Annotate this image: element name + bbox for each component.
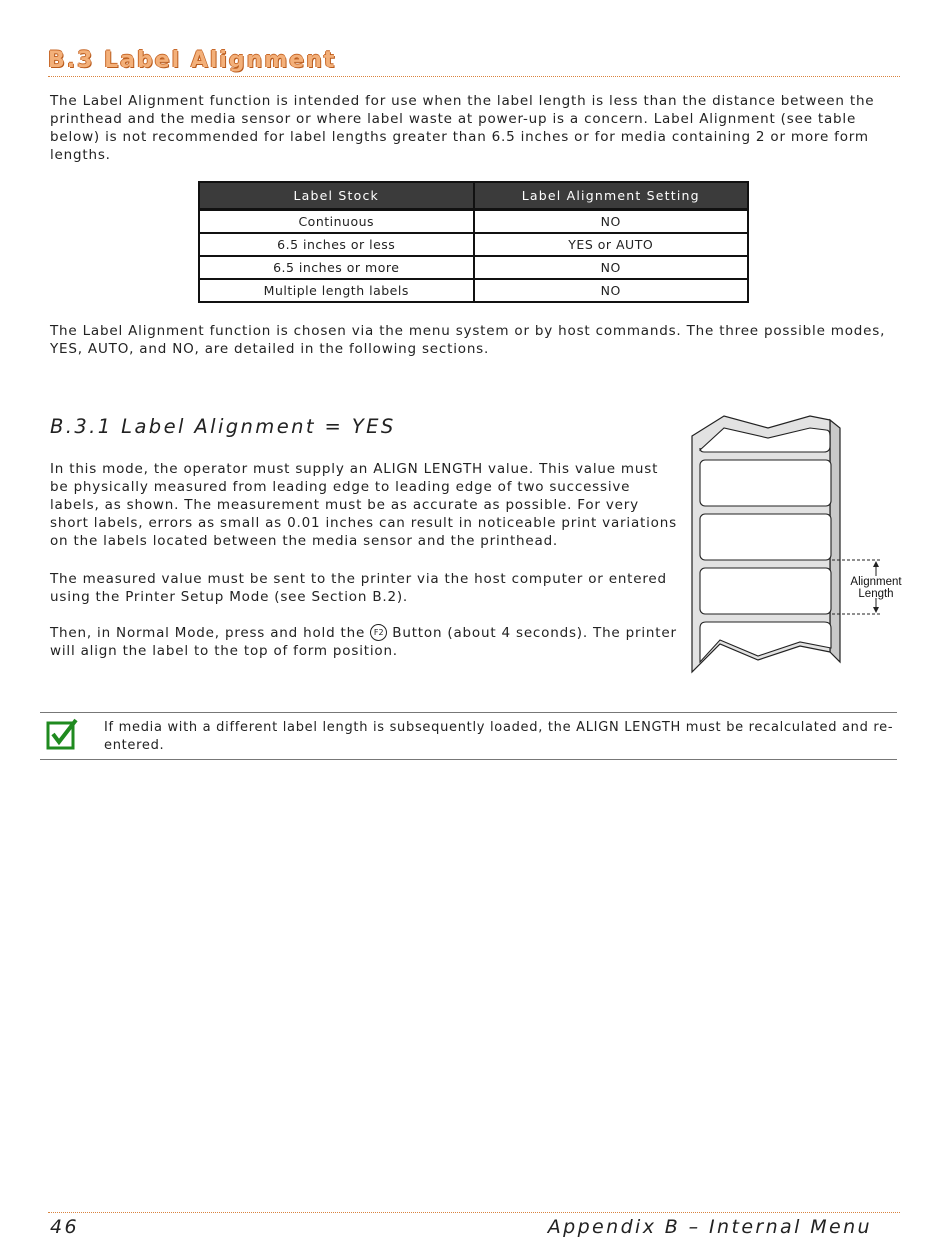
- normal-mode-paragraph: [50, 624, 680, 660]
- alignment-arrowhead-down: [873, 607, 879, 613]
- column-header-alignment-setting: Label Alignment Setting: [474, 182, 749, 210]
- modes-paragraph: The Label Alignment function is chosen via the menu system or by host commands. The three possible modes, YES, AUTO, and NO, are detailed in the following sections.: [50, 323, 886, 357]
- cell-label-stock: 6.5 inches or less: [199, 233, 474, 256]
- title-rule: [48, 76, 900, 77]
- label-1: [700, 460, 831, 506]
- label-3: [700, 568, 831, 614]
- table-row: [199, 279, 748, 302]
- setup-mode-paragraph: The measured value must be sent to the printer via the host computer or entered using the Printer Setup Mode (see Section B.2).: [50, 571, 667, 605]
- cell-label-stock: Continuous: [199, 210, 474, 234]
- note-text: If media with a different label length is subsequently loaded, the ALIGN LENGTH must be recalculated and re-entered.: [104, 720, 894, 753]
- page-number: 46: [50, 1216, 79, 1238]
- cell-label-stock: 6.5 inches or more: [199, 256, 474, 279]
- intro-paragraph: The Label Alignment function is intended for use when the label length is less than the distance between the printhead and the media sensor or where label waste at power-up is a concern. Label Alignment (see table below) is not recommended for label lengths greater than 6.5 inches or for media containing 2 or more form lengths.: [50, 93, 875, 163]
- checkmark-icon: [46, 718, 78, 750]
- footer-title: Appendix B – Internal Menu: [547, 1216, 872, 1238]
- table-row: [199, 233, 748, 256]
- normal-mode-text-after: Button (about 4 seconds). The printer will align the label to the top of form position.: [50, 625, 677, 659]
- align-length-paragraph: In this mode, the operator must supply an ALIGN LENGTH value. This value must be physically measured from leading edge to leading edge of two successive labels, as shown. The measurement must be as accurate as possible. For very short labels, errors as small as 0.01 inches can result in noticeable print variations on the labels located between the media sensor and the printhead.: [50, 461, 677, 549]
- label-roll-diagram: [680, 410, 920, 680]
- normal-mode-text-before: Then, in Normal Mode, press and hold the: [50, 625, 371, 641]
- label-2: [700, 514, 831, 560]
- note-top-rule: [40, 712, 897, 713]
- table-row: [199, 256, 748, 279]
- table-row: [199, 210, 748, 234]
- section-title: B.3 Label Alignment: [48, 48, 337, 73]
- column-header-label-stock: Label Stock: [199, 182, 474, 210]
- alignment-label-line1: Alignment: [850, 576, 902, 588]
- cell-alignment-setting: NO: [474, 210, 749, 234]
- label-stock-table: [198, 181, 749, 303]
- cell-alignment-setting: YES or AUTO: [474, 233, 749, 256]
- footer-rule: [48, 1212, 900, 1213]
- note-bottom-rule: [40, 759, 897, 760]
- alignment-label-line2: Length: [858, 588, 894, 600]
- table-header-row: [199, 182, 748, 210]
- cell-alignment-setting: NO: [474, 256, 749, 279]
- cell-alignment-setting: NO: [474, 279, 749, 302]
- f2-button-icon: F2: [370, 624, 387, 641]
- alignment-arrowhead-up: [873, 561, 879, 567]
- cell-label-stock: Multiple length labels: [199, 279, 474, 302]
- subsection-title: B.3.1 Label Alignment = YES: [50, 415, 396, 438]
